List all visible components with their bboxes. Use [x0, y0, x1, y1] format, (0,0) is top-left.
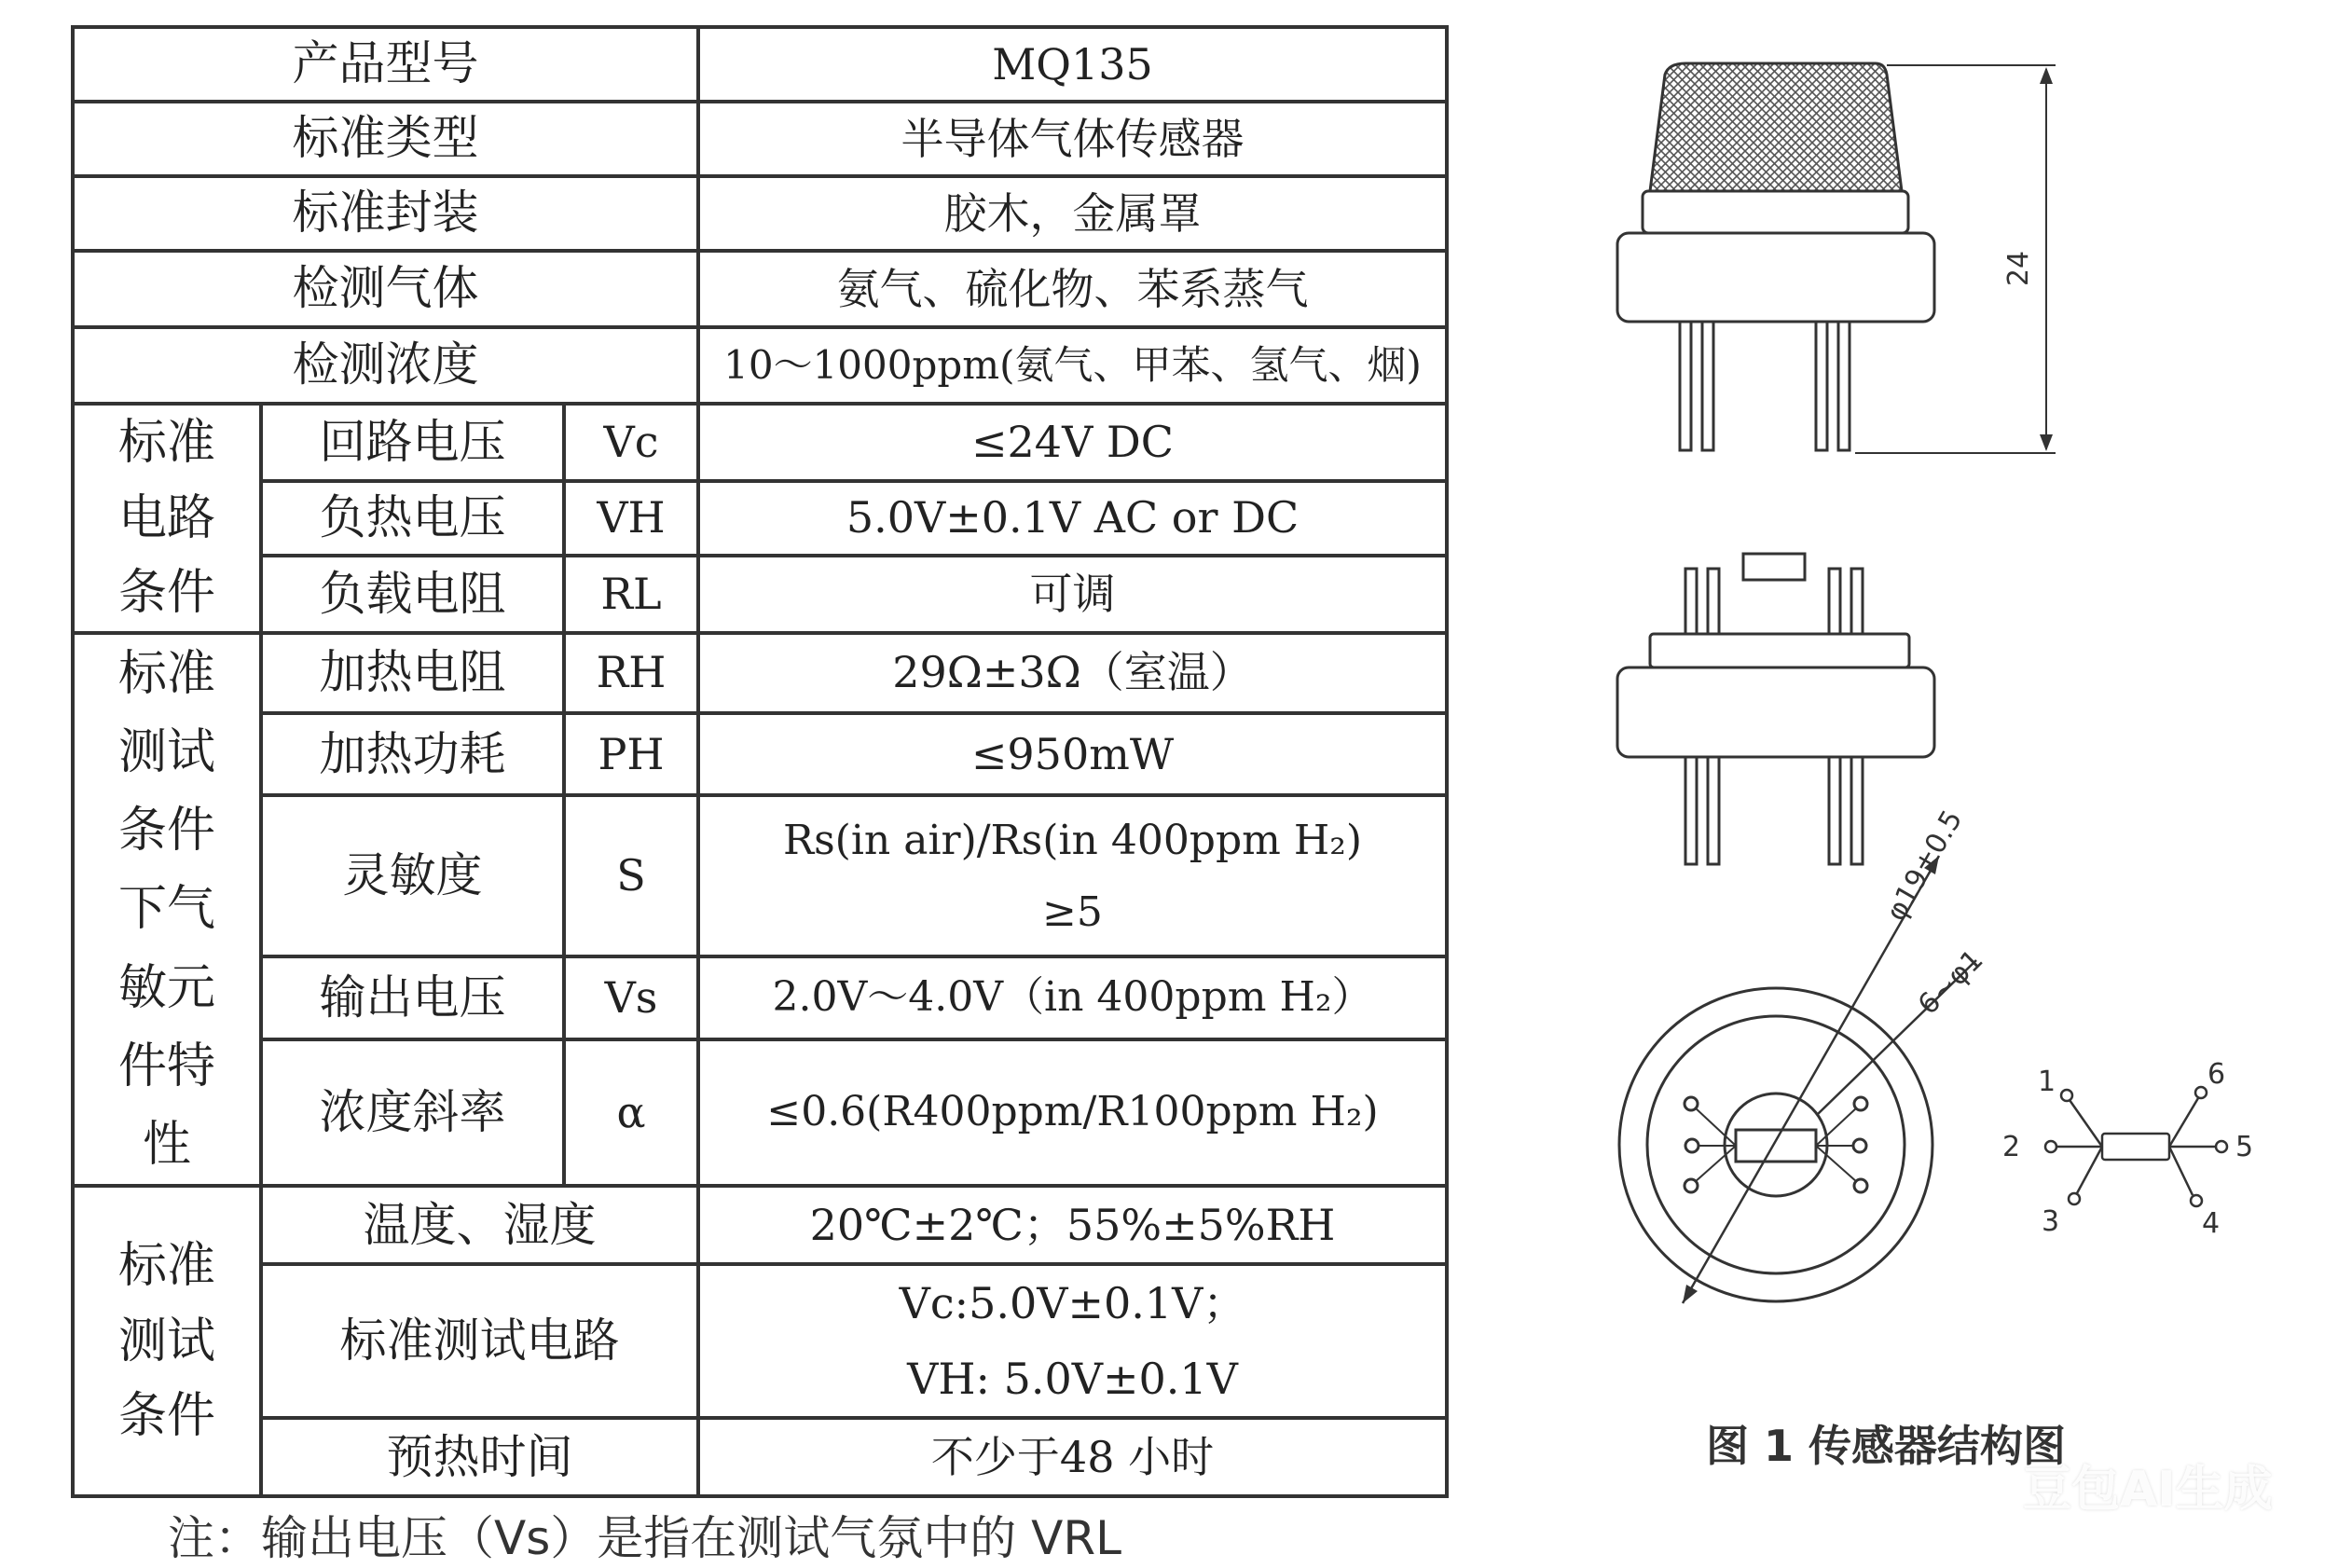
row-label: 产品型号 [73, 27, 698, 102]
param-label: 温度、湿度 [261, 1186, 698, 1264]
table-row [73, 956, 1447, 1038]
table-row [73, 176, 1447, 251]
param-label: 负载电阻 [261, 556, 564, 633]
param-symbol: RH [564, 633, 698, 713]
param-symbol: VH [564, 481, 698, 557]
pin-label: 6 [2207, 1058, 2226, 1091]
table-row [73, 795, 1447, 956]
param-label: 加热电阻 [261, 633, 564, 713]
spec-table [71, 25, 1449, 1498]
param-value: Rs(in air)/Rs(in 400ppm H₂) ≥5 [698, 795, 1447, 956]
pin-label: 2 [2002, 1131, 2021, 1163]
param-label: 标准测试电路 [261, 1264, 698, 1418]
table-row [73, 481, 1447, 557]
outer-diameter-label: φ19±0.5 [1879, 805, 1970, 927]
param-value: 20℃±2℃；55%±5%RH [698, 1186, 1447, 1264]
mesh-cap [1650, 63, 1902, 191]
param-label: 加热功耗 [261, 713, 564, 795]
table-row [73, 1039, 1447, 1187]
param-symbol: RL [564, 556, 698, 633]
row-label: 标准类型 [73, 102, 698, 176]
param-symbol: α [564, 1039, 698, 1187]
param-value: 29Ω±3Ω（室温） [698, 633, 1447, 713]
table-row [73, 327, 1447, 404]
row-value: MQ135 [698, 27, 1447, 102]
table-row [73, 713, 1447, 795]
param-symbol: Vc [564, 404, 698, 481]
sensor-base [1617, 233, 1934, 322]
cap-rim [1643, 191, 1908, 233]
pin-diameter-label: 6~φ1 [1911, 943, 1990, 1022]
table-row [73, 633, 1447, 713]
table-row [73, 1264, 1447, 1418]
table-row [73, 556, 1447, 633]
group-title-circuit: 标准 电路 条件 [73, 404, 261, 633]
figure-caption: 图 1 传感器结构图 [1706, 1421, 2067, 1471]
row-label: 检测浓度 [73, 327, 698, 404]
table-row [73, 404, 1447, 481]
param-symbol: S [564, 795, 698, 956]
table-row [73, 102, 1447, 176]
height-dimension: 24 [2002, 250, 2035, 287]
base-view [1617, 554, 1934, 864]
table-row [73, 1186, 1447, 1264]
param-value: 不少于48 小时 [698, 1418, 1447, 1496]
group-title-test: 标准 测试 条件 [73, 1186, 261, 1496]
param-value: ≤24V DC [698, 404, 1447, 481]
row-value: 半导体气体传感器 [698, 102, 1447, 176]
param-value: ≤950mW [698, 713, 1447, 795]
param-label: 负热电压 [261, 481, 564, 557]
group-title-element: 标准 测试 条件 下气 敏元 件特 性 [73, 633, 261, 1187]
pin-label: 4 [2202, 1207, 2221, 1240]
sensor-structure-drawing [1492, 0, 2338, 1559]
param-value: 2.0V～4.0V（in 400ppm H₂） [698, 956, 1447, 1038]
param-label: 预热时间 [261, 1418, 698, 1496]
row-value: 胶木，金属罩 [698, 176, 1447, 251]
pin-label: 5 [2235, 1131, 2254, 1163]
heater-element [1743, 554, 1805, 580]
table-row [73, 1418, 1447, 1496]
table-row [73, 27, 1447, 102]
pin-schematic [2045, 1087, 2227, 1206]
table-row [73, 251, 1447, 327]
pin-label: 1 [2038, 1066, 2056, 1098]
row-value: 氨气、硫化物、苯系蒸气 [698, 251, 1447, 327]
param-label: 输出电压 [261, 956, 564, 1038]
param-symbol: Vs [564, 956, 698, 1038]
pin-layout-view [1619, 856, 1976, 1303]
param-value: Vc:5.0V±0.1V； VH: 5.0V±0.1V [698, 1264, 1447, 1418]
param-label: 浓度斜率 [261, 1039, 564, 1187]
pin-label: 3 [2042, 1205, 2060, 1238]
side-view [1617, 63, 2056, 453]
param-value: 5.0V±0.1V AC or DC [698, 481, 1447, 557]
row-value: 10～1000ppm(氨气、甲苯、氢气、烟) [698, 327, 1447, 404]
param-value: 可调 [698, 556, 1447, 633]
param-label: 回路电压 [261, 404, 564, 481]
param-value: ≤0.6(R400ppm/R100ppm H₂) [698, 1039, 1447, 1187]
param-label: 灵敏度 [261, 795, 564, 956]
param-symbol: PH [564, 713, 698, 795]
row-label: 标准封装 [73, 176, 698, 251]
row-label: 检测气体 [73, 251, 698, 327]
watermark: 豆包AI生成 [2023, 1462, 2273, 1518]
footnote: 注：输出电压（Vs）是指在测试气氛中的 VRL [168, 1511, 1121, 1565]
